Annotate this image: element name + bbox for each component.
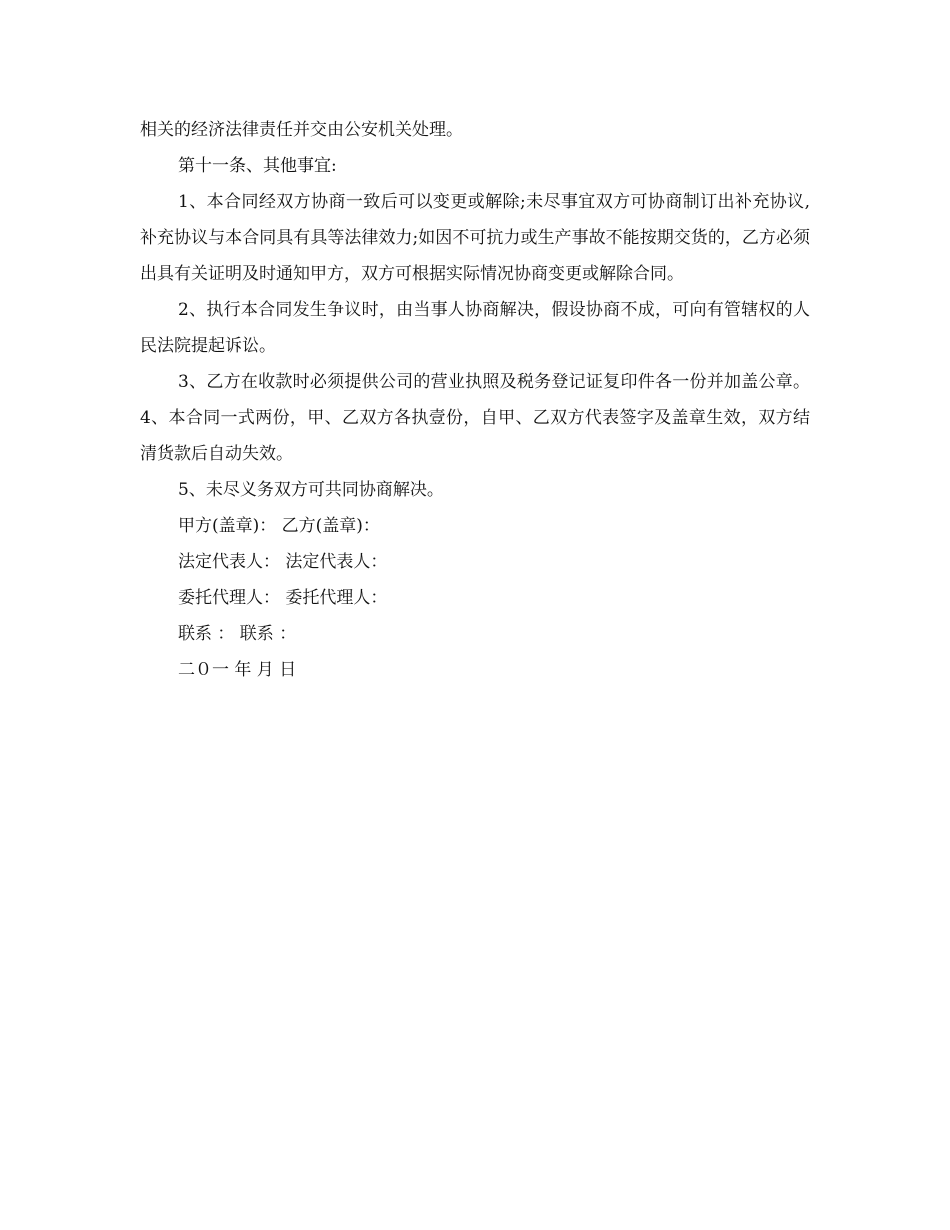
signature-seal-line: 甲方(盖章)： 乙方(盖章)： <box>178 516 380 536</box>
contact-line: 联系 ： 联系 ： <box>178 624 297 644</box>
clause-2-paragraph: 2、执行本合同发生争议时，由当事人协商解决，假设协商不成，可向有管辖权的人民法院提起诉讼。 <box>140 300 810 356</box>
paragraph-liability-continuation: 相关的经济法律责任并交由公安机关处理。 <box>140 120 463 140</box>
clause-5-paragraph: 5、未尽义务双方可共同协商解决。 <box>178 480 444 500</box>
date-line: 二０一 年 月 日 <box>178 660 297 680</box>
legal-representative-line: 法定代表人： 法定代表人： <box>178 552 388 572</box>
clause-3-4-paragraph: 3、乙方在收款时必须提供公司的营业执照及税务登记证复印件各一份并加盖公章。 4、本合同一式两份，甲、乙双方各执壹份，自甲、乙双方代表签字及盖章生效，双方结清货款后自动失效。 <box>140 372 810 464</box>
article-11-heading: 第十一条、其他事宜: <box>178 156 337 176</box>
clause-1-paragraph: 1、本合同经双方协商一致后可以变更或解除;未尽事宜双方可协商制订出补充协议,补充协议与本合同具有具等法律效力;如因不可抗力或生产事故不能按期交货的，乙方必须出具有关证明及时通知甲方，双方可根据实际情况协商变更或解除合同。 <box>140 192 810 284</box>
document-body <box>140 112 810 688</box>
authorized-agent-line: 委托代理人： 委托代理人： <box>178 588 388 608</box>
